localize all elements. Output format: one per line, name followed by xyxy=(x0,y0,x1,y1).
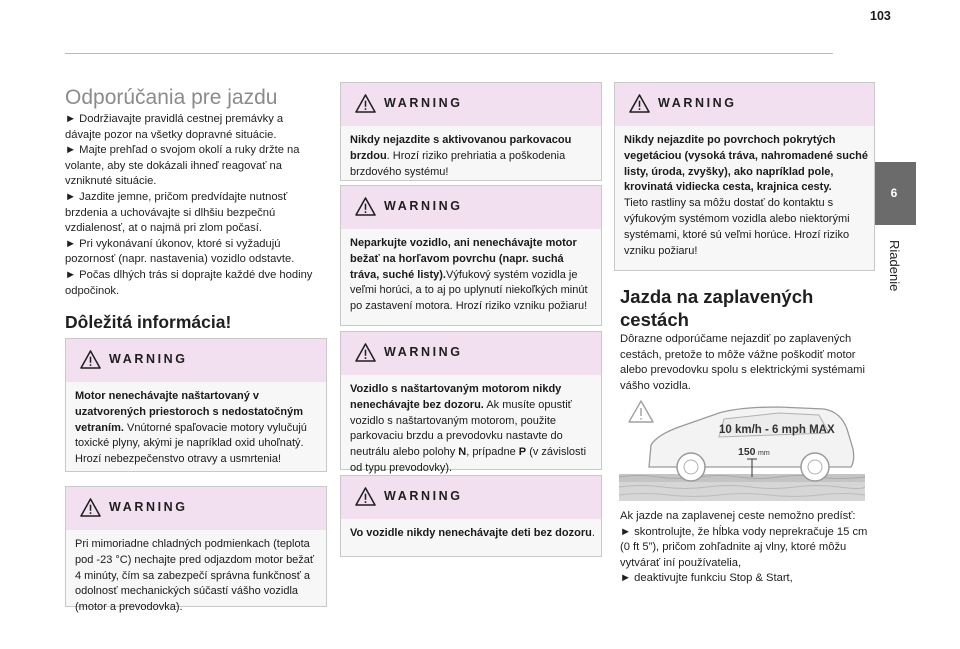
warning-box xyxy=(65,486,327,614)
flood-outro-text: Ak jazde na zaplavenej ceste nemožno predísť: xyxy=(620,510,856,522)
warning-title: WARNING xyxy=(109,500,188,514)
list-item: ► Počas dlhých trás si doprajte každé dve hodiny odpočinok. xyxy=(65,268,313,297)
warning-text-bold: Vozidlo s naštartovaným motorom nikdy nenechávajte bez dozoru. xyxy=(350,383,562,411)
warning-text-normal: . Hrozí riziko prehriatia a poškodenia brzdového systému! xyxy=(350,149,566,178)
flood-outro xyxy=(620,509,872,587)
warning-text-normal: Vnútorné spaľovacie motory vylučujú toxické plyny, akými je napríklad oxid uhoľnatý. Hrozí nebezpečenstvo otravy a usmrtenia! xyxy=(75,421,307,466)
list-item: ► deaktivujte funkciu Stop & Start, xyxy=(620,572,793,585)
warning-text-normal: . xyxy=(591,527,595,539)
warning-triangle-icon xyxy=(355,487,376,506)
water-depth-unit: mm xyxy=(758,450,770,457)
flood-intro: Dôrazne odporúčame nejazdiť po zaplavených cestách, pretože to môže vážne poškodiť motor alebo prevodovku spolu s elektrickými systémami vášho vozidla. xyxy=(620,333,865,392)
warning-header xyxy=(341,83,601,126)
warning-text-normal: Tieto rastliny sa môžu dostať do kontaktu s výfukovým systémom vozidla alebo niektorými systémami, ktoré sú veľmi horúce. Hrozí riziko vzniku požiaru! xyxy=(624,197,850,257)
warning-title: WARNING xyxy=(384,199,463,213)
warning-text xyxy=(75,537,320,616)
warning-title: WARNING xyxy=(658,96,737,110)
section-intro xyxy=(65,112,321,299)
warning-text-normal: Výfukový systém vozidla je veľmi horúci, a to aj po uplynutí niekoľkých minút po zastavení motora. Hrozí riziko vzniku požiaru! xyxy=(350,268,588,313)
warning-header xyxy=(66,487,326,530)
warning-text xyxy=(350,236,595,315)
speed-limit-label: 10 km/h - 6 mph MAX xyxy=(719,424,835,436)
warning-text xyxy=(350,526,595,542)
list-item: ► Jazdite jemne, pričom predvídajte nutnosť brzdenia a uchovávajte si dlhšiu bezpečnú vzdialenosť, at o najmä pri zlom počasí. xyxy=(65,190,288,235)
list-item: ► skontrolujte, že hĺbka vody neprekračuje 15 cm (0 ft 5”), pričom zohľadnite aj vlny, ktoré môžu vytvárať iní používatelia, xyxy=(620,525,868,569)
warning-box xyxy=(340,185,602,326)
warning-text-bold: Nikdy nejazdite s aktivovanou parkovacou brzdou xyxy=(350,134,572,162)
warning-text xyxy=(75,389,320,468)
warning-header xyxy=(341,476,601,519)
gear-position-n: N xyxy=(458,446,467,459)
flooded-road-illustration xyxy=(619,397,865,501)
warning-header xyxy=(341,186,601,229)
warning-title: WARNING xyxy=(384,345,463,359)
warning-text-bold: Motor nenechávajte naštartovaný v uzatvorených priestoroch s nedostatočným vetraním. xyxy=(75,390,303,434)
warning-box xyxy=(340,82,602,181)
page-number: 103 xyxy=(870,9,891,23)
warning-triangle-icon xyxy=(355,94,376,113)
warning-text-bold: Vo vozidle nikdy nenechávajte deti bez dozoru xyxy=(350,527,592,539)
warning-box xyxy=(340,331,602,474)
chapter-tab: 6 xyxy=(872,162,916,225)
warning-text-normal: , prípadne xyxy=(466,446,519,459)
warning-title: WARNING xyxy=(109,352,188,366)
water-depth-value: 150 xyxy=(738,446,756,458)
warning-title: WARNING xyxy=(384,96,463,110)
warning-triangle-icon xyxy=(80,350,101,369)
warning-triangle-icon xyxy=(355,197,376,216)
warning-box xyxy=(340,475,602,557)
top-rule xyxy=(65,53,833,54)
warning-text-normal: Ak musíte opustiť vozidlo s naštartovaným motorom, použite parkovaciu brzdu a prevodovku nastavte do neutrálu alebo polohy xyxy=(350,398,572,459)
warning-text-bold: Neparkujte vozidlo, ani nenechávajte motor bežať na horľavom povrchu (napr. suchá tráva, suché listy). xyxy=(350,237,577,281)
warning-triangle-icon xyxy=(629,94,650,113)
warning-triangle-icon xyxy=(80,498,101,517)
flood-title-line: Jazda na zaplavených xyxy=(620,286,814,307)
warning-header xyxy=(66,339,326,382)
gear-position-p: P xyxy=(518,446,527,459)
warning-box xyxy=(65,338,327,472)
warning-text xyxy=(624,133,869,259)
list-item: ► Dodržiavajte pravidlá cestnej premávky a dávajte pozor na všetky dopravné situácie. xyxy=(65,113,284,141)
list-item: ► Pri vykonávaní úkonov, ktoré si vyžadujú pozornosť (napr. nastavenia) vozidlo odstavte. xyxy=(65,237,295,266)
warning-triangle-icon xyxy=(355,343,376,362)
warning-text xyxy=(350,382,595,477)
chapter-label xyxy=(878,240,910,300)
warning-header xyxy=(615,83,874,126)
warning-header xyxy=(341,332,601,375)
chapter-label-text: Riadenie xyxy=(887,240,902,292)
section-title: Odporúčania pre jazdu xyxy=(65,86,278,109)
warning-text-bold: Nikdy nejazdite po povrchoch pokrytých vegetáciou (vysoká tráva, nahromadené suché listy, úroda, zvyšky), ako napríklad pole, krovinatá vidiecka cesta, krajnica cesty. xyxy=(624,134,868,194)
flood-title-line: cestách xyxy=(620,309,689,330)
list-item: ► Majte prehľad o svojom okolí a ruky držte na volante, aby ste dokázali ihneď reagovať na vzniknuté situácie. xyxy=(65,144,300,188)
warning-box xyxy=(614,82,875,271)
warning-text xyxy=(350,133,595,180)
warning-text-normal: Pri mimoriadne chladných podmienkach (teplota pod -23 °C) nechajte pred odjazdom motor bežať 4 minúty, čím sa zabezpečí správna funkčnosť a odolnosť mechanických súčastí vášho vozidla (motor a prevodovka). xyxy=(75,538,315,614)
flood-title xyxy=(620,285,813,331)
important-title: Dôležitá informácia! xyxy=(65,312,232,332)
warning-title: WARNING xyxy=(384,489,463,503)
warning-text-normal: (v závislosti od typu prevodovky). xyxy=(350,446,587,474)
